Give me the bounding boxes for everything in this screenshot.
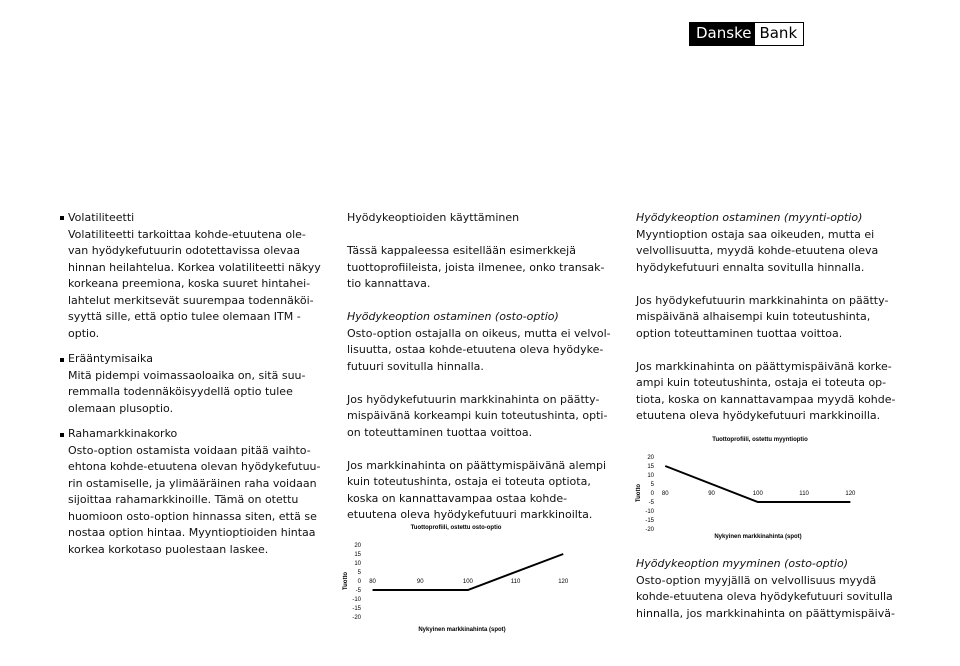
text-line: Osto-option myyjällä on velvollisuus myydä bbox=[636, 573, 877, 587]
text-line: hyödykefutuuri ennalta sovitulla hinnalla. bbox=[636, 260, 865, 274]
put-option-profit-chart bbox=[630, 432, 880, 544]
expiry-heading: Erääntymisaika bbox=[68, 352, 153, 365]
sell-call-paragraph bbox=[636, 573, 896, 623]
intro-paragraph bbox=[347, 243, 617, 293]
volatility-heading: Volatiliteetti bbox=[68, 211, 135, 224]
y-axis-label: Tuotto bbox=[343, 571, 349, 591]
text-line: tiota, koska on kannattavampaa myydä kohde- bbox=[636, 392, 896, 406]
call-option-paragraph bbox=[347, 326, 617, 376]
text-line: olemaan plusoptio. bbox=[68, 401, 174, 415]
x-axis-label: Nykyinen markkinahinta (spot) bbox=[418, 627, 506, 633]
expiry-text bbox=[68, 368, 328, 418]
y-tick-label: -10 bbox=[645, 509, 654, 515]
rate-text bbox=[68, 443, 338, 559]
text-line: korkeana preemiona, koska suuret hintahei- bbox=[68, 277, 311, 290]
put-loss-paragraph bbox=[636, 359, 896, 425]
bullet-icon bbox=[60, 433, 64, 437]
text-line: Jos hyödykefutuurin markkinahinta on päätty- bbox=[347, 392, 600, 406]
y-tick-label: -5 bbox=[648, 500, 654, 506]
column-right-bottom bbox=[636, 556, 896, 622]
y-tick-label: 20 bbox=[647, 455, 654, 461]
y-tick-label: -10 bbox=[352, 597, 361, 603]
text-line: Jos markkinahinta on päättymispäivänä alempi bbox=[347, 458, 607, 472]
column-middle bbox=[347, 210, 617, 524]
put-profit-paragraph bbox=[636, 293, 896, 343]
text-line: etuutena oleva hyödykefutuuri markkinoilta. bbox=[347, 508, 593, 521]
y-tick-label: 5 bbox=[357, 570, 361, 576]
text-line: hinnalla, jos markkinahinta on päättymispäivä- bbox=[636, 606, 895, 620]
y-tick-label: 0 bbox=[650, 491, 654, 497]
text-line: kohde-etuutena oleva hyödykefutuuri sovitulla bbox=[636, 590, 893, 603]
text-line: Myyntioption ostaja saa oikeuden, mutta ei bbox=[636, 227, 875, 241]
call-option-profit-chart bbox=[335, 520, 585, 640]
text-line: option toteuttaminen tuottaa voittoa. bbox=[636, 326, 843, 340]
x-tick-label: 100 bbox=[462, 579, 473, 585]
y-tick-label: -20 bbox=[645, 527, 654, 533]
call-loss-paragraph bbox=[347, 458, 617, 524]
text-line: van hyödykefutuurin odotettavissa olevaa bbox=[68, 244, 301, 257]
y-tick-label: 15 bbox=[354, 552, 361, 558]
x-tick-label: 90 bbox=[708, 491, 715, 497]
text-line: nostaa option hintaa. Myyntioptioiden hintaa bbox=[68, 526, 316, 539]
y-tick-label: 20 bbox=[354, 543, 361, 549]
x-tick-label: 110 bbox=[510, 579, 521, 585]
text-line: Jos hyödykefutuurin markkinahinta on päätty- bbox=[636, 293, 889, 307]
text-line: tuottoprofiileista, joista ilmenee, onko transak- bbox=[347, 260, 605, 274]
column-right bbox=[636, 210, 896, 425]
text-line: etuutena oleva hyödykefutuuri markkinoilla. bbox=[636, 409, 881, 422]
text-line: koska on kannattavampaa ostaa kohde- bbox=[347, 491, 568, 505]
text-line: Jos markkinahinta on päättymispäivänä korke- bbox=[636, 359, 892, 373]
x-tick-label: 120 bbox=[845, 491, 856, 497]
text-line: optio. bbox=[68, 326, 100, 340]
y-tick-label: 5 bbox=[650, 482, 654, 488]
x-tick-label: 80 bbox=[661, 491, 669, 497]
x-tick-label: 80 bbox=[369, 579, 376, 585]
section-heading: Hyödykeoptioiden käyttäminen bbox=[347, 211, 520, 224]
text-line: syyttä sille, että optio tulee olemaan ITM - bbox=[68, 310, 301, 323]
text-line: ampi kuin toteutushinta, ostaja ei toteuta op- bbox=[636, 376, 887, 389]
chart-title: Tuottoprofiili, ostettu myyntioptio bbox=[712, 437, 808, 443]
text-line: rin ostamiselle, ja ylimääräinen raha voidaan bbox=[68, 476, 317, 490]
text-line: ehtona kohde-etuutena olevan hyödykefutuu- bbox=[68, 460, 321, 473]
text-line: futuuri sovitulla hinnalla. bbox=[347, 359, 484, 373]
text-line: on toteuttaminen tuottaa voittoa. bbox=[347, 425, 533, 439]
danske-bank-logo bbox=[689, 22, 804, 46]
y-tick-label: -5 bbox=[355, 588, 361, 594]
text-line: lisuutta, ostaa kohde-etuutena oleva hyödyke- bbox=[347, 343, 604, 356]
volatility-text bbox=[68, 227, 328, 343]
text-line: kuin toteutushinta, ostaja ei toteuta optiota, bbox=[347, 475, 591, 488]
text-line: velvollisuutta, myydä kohde-etuutena oleva bbox=[636, 244, 879, 257]
y-tick-label: -15 bbox=[352, 606, 361, 612]
put-option-subheading: Hyödykeoption ostaminen (myynti-optio) bbox=[636, 211, 863, 224]
text-line: hinnan heilahtelua. Korkea volatiliteetti näkyy bbox=[68, 260, 321, 274]
y-tick-label: -20 bbox=[352, 615, 361, 621]
call-option-subheading: Hyödykeoption ostaminen (osto-optio) bbox=[347, 310, 559, 323]
y-tick-label: 15 bbox=[647, 464, 654, 470]
bullet-icon bbox=[60, 358, 64, 362]
call-profit-paragraph bbox=[347, 392, 617, 442]
text-line: korkea korkotaso puolestaan laskee. bbox=[68, 542, 269, 556]
y-tick-label: 10 bbox=[647, 473, 654, 479]
text-line: remmalla todennäköisyydellä optio tulee bbox=[68, 385, 293, 398]
rate-heading: Rahamarkkinakorko bbox=[68, 427, 178, 440]
text-line: huomioon osto-option hinnassa siten, että se bbox=[68, 509, 317, 523]
text-line: mispäivänä alhaisempi kuin toteutushinta, bbox=[636, 310, 871, 323]
text-line: Volatiliteetti tarkoittaa kohde-etuutena ole- bbox=[68, 227, 306, 241]
text-line: lahtelut merkitsevät suurempaa todennäköi- bbox=[68, 293, 314, 307]
expiry-section bbox=[68, 351, 328, 417]
x-tick-label: 110 bbox=[799, 491, 809, 497]
x-tick-label: 100 bbox=[752, 491, 763, 497]
text-line: Tässä kappaleessa esitellään esimerkkejä bbox=[347, 244, 576, 257]
text-line: Osto-option ostajalla on oikeus, mutta ei velvol- bbox=[347, 326, 611, 340]
text-line: Mitä pidempi voimassaoloaika on, sitä suu- bbox=[68, 368, 306, 382]
text-line: sijoittaa rahamarkkinoille. Tämä on otettu bbox=[68, 493, 299, 506]
y-axis-label: Tuotto bbox=[636, 483, 642, 503]
bullet-icon bbox=[60, 216, 64, 220]
put-option-paragraph bbox=[636, 227, 896, 277]
x-tick-label: 120 bbox=[558, 579, 569, 585]
text-line: Osto-option ostamista voidaan pitää vaihto- bbox=[68, 443, 311, 457]
text-line: tio kannattava. bbox=[347, 277, 431, 290]
column-left bbox=[68, 210, 328, 342]
y-tick-label: 10 bbox=[354, 561, 361, 567]
rate-section bbox=[68, 426, 338, 558]
y-tick-label: -15 bbox=[645, 518, 654, 524]
x-axis-label: Nykyinen markkinahinta (spot) bbox=[714, 534, 802, 540]
chart-title: Tuottoprofiili, ostettu osto-optio bbox=[410, 525, 502, 531]
logo-part-dark: Danske bbox=[690, 23, 755, 45]
sell-call-subheading: Hyödykeoption myyminen (osto-optio) bbox=[636, 557, 849, 570]
text-line: mispäivänä korkeampi kuin toteutushinta, opti- bbox=[347, 409, 608, 422]
logo-part-light: Bank bbox=[755, 23, 803, 45]
x-tick-label: 90 bbox=[416, 579, 424, 585]
y-tick-label: 0 bbox=[357, 579, 361, 585]
